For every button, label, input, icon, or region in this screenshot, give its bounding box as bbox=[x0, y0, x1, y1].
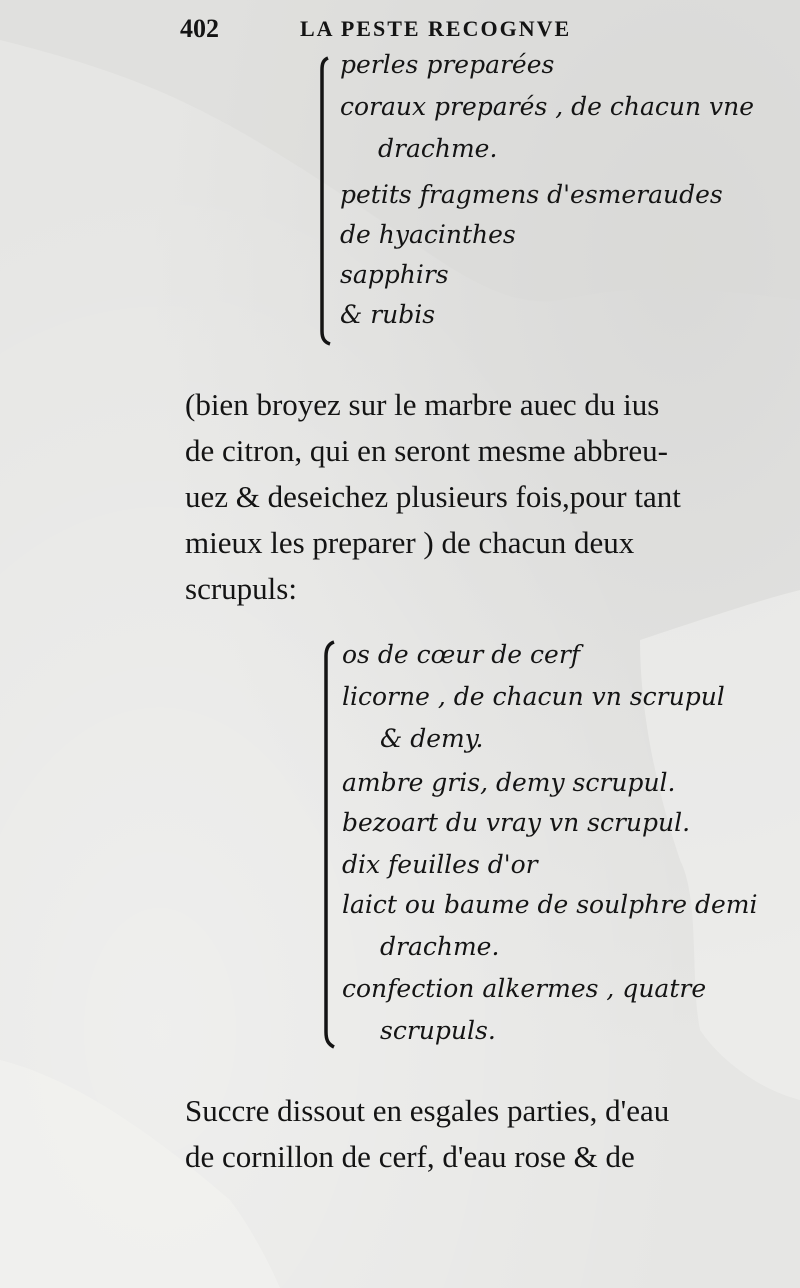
list-item: sapphirs bbox=[340, 260, 449, 289]
text-line: (bien broyez sur le marbre auec du ius bbox=[185, 387, 660, 422]
list-item: drachme. bbox=[378, 134, 498, 163]
bracket-left-1 bbox=[318, 56, 332, 346]
list-item: & rubis bbox=[340, 300, 436, 329]
list-item: dix feuilles d'or bbox=[342, 850, 538, 879]
list-item: scrupuls. bbox=[380, 1016, 496, 1045]
ingredient-list-2 bbox=[342, 640, 762, 1060]
text-line: scrupuls: bbox=[185, 571, 297, 606]
running-head: LA PESTE RECOGNVE bbox=[300, 16, 572, 41]
list-item: bezoart du vray vn scrupul. bbox=[342, 808, 691, 837]
list-item: de hyacinthes bbox=[340, 220, 516, 249]
list-item: & demy. bbox=[380, 724, 484, 753]
paragraph-2 bbox=[185, 1088, 765, 1180]
list-item: confection alkermes , quatre bbox=[342, 974, 707, 1003]
text-line: de cornillon de cerf, d'eau rose & de bbox=[185, 1139, 635, 1174]
list-item: ambre gris, demy scrupul. bbox=[342, 768, 676, 797]
list-item: coraux preparés , de chacun vne bbox=[340, 92, 755, 121]
page-header bbox=[180, 14, 680, 54]
list-item: petits fragmens d'esmeraudes bbox=[340, 180, 723, 209]
list-item: licorne , de chacun vn scrupul bbox=[342, 682, 725, 711]
bracket-left-2 bbox=[322, 640, 336, 1050]
text-line: mieux les preparer ) de chacun deux bbox=[185, 525, 635, 560]
ingredient-list-1 bbox=[340, 50, 760, 350]
list-item: os de cœur de cerf bbox=[342, 640, 581, 669]
text-line: de citron, qui en seront mesme abbreu- bbox=[185, 433, 668, 468]
paragraph-1 bbox=[185, 382, 765, 612]
text-line: uez & deseichez plusieurs fois,pour tant bbox=[185, 479, 681, 514]
list-item: drachme. bbox=[380, 932, 500, 961]
text-line: Succre dissout en esgales parties, d'eau bbox=[185, 1093, 670, 1128]
page-number: 402 bbox=[180, 14, 219, 43]
list-item: perles preparées bbox=[340, 50, 555, 79]
list-item: laict ou baume de soulphre demi bbox=[342, 890, 758, 919]
